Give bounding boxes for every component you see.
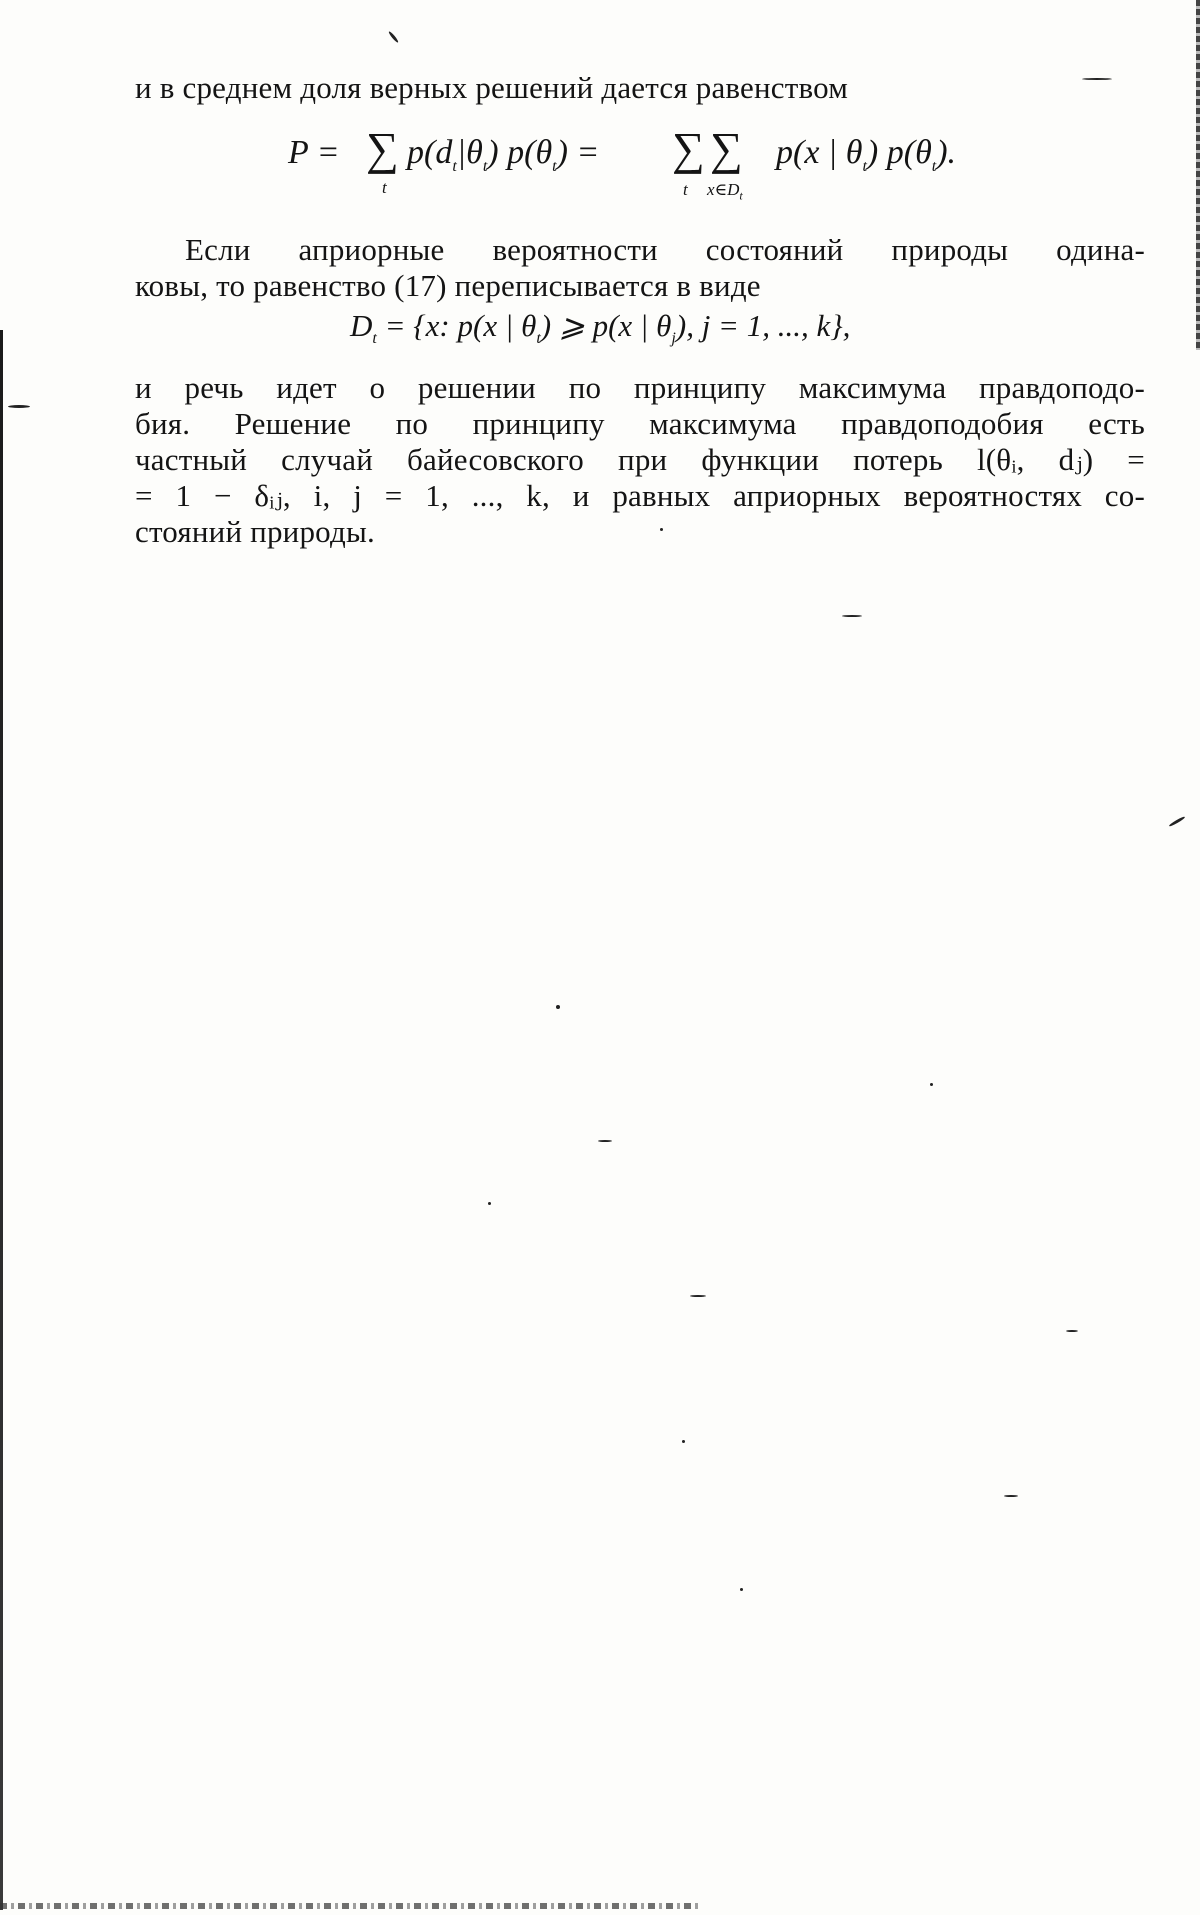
paragraph-3-line-3: частный случай байесовского при функции потерь l(θᵢ, dⱼ) = (135, 442, 1145, 477)
sum-2-index: t (683, 180, 688, 199)
sum-1-index: t (382, 178, 387, 197)
speck (598, 1140, 612, 1142)
scan-right-edge (1196, 0, 1200, 350)
sum-3-index: $x\in D_t$ (707, 180, 743, 203)
speck (388, 31, 399, 44)
speck (842, 615, 862, 617)
formula-1-term-1: $p(d_t|\theta_t) p(\theta_t)$ = (407, 134, 600, 175)
scan-bottom-noise (0, 1903, 700, 1909)
paragraph-max-likelihood (135, 370, 1145, 550)
speck (1082, 78, 1112, 80)
sum-symbol-1: ∑ (366, 123, 399, 174)
speck (690, 1295, 706, 1297)
paragraph-3-line-2: бия. Решение по принципу максимума правдоподобия есть (135, 406, 1145, 441)
speck (1004, 1495, 1018, 1497)
speck (682, 1440, 685, 1443)
speck (1168, 816, 1185, 828)
speck (556, 1005, 560, 1009)
formula-decision-region: $D_t = \{x$: p(x | $\theta_t$) ⩾ p(x | $\theta_j$), j = 1, ..., k}, (350, 308, 851, 348)
speck (8, 405, 30, 408)
speck (488, 1202, 491, 1205)
intro-line: и в среднем доля верных решений дается равенством (135, 70, 849, 105)
formula-1-term-2: p(x | $\theta_t$) $p(\theta_t)$. (776, 134, 957, 175)
paragraph-equal-priors (135, 232, 1145, 304)
paragraph-3-line-4: = 1 − δᵢⱼ, i, j = 1, ..., k, и равных априорных вероятностях со- (135, 478, 1145, 513)
formula-1-lhs: P = (288, 134, 340, 171)
sum-symbol-2: ∑ (672, 123, 705, 174)
speck (1066, 1330, 1078, 1332)
paragraph-3-line-5: стояний природы. (135, 514, 375, 549)
speck (740, 1588, 743, 1591)
speck (660, 528, 663, 531)
sum-symbol-3: ∑ (710, 123, 743, 174)
paragraph-2-line-2: ковы, то равенство (17) переписывается в виде (135, 268, 761, 303)
paragraph-2-line-1: Если априорные вероятности состояний природы одина- (185, 232, 1145, 267)
scan-left-edge (0, 330, 3, 1910)
speck (930, 1083, 933, 1086)
paragraph-3-line-1: и речь идет о решении по принципу максимума правдоподо- (135, 370, 1145, 405)
